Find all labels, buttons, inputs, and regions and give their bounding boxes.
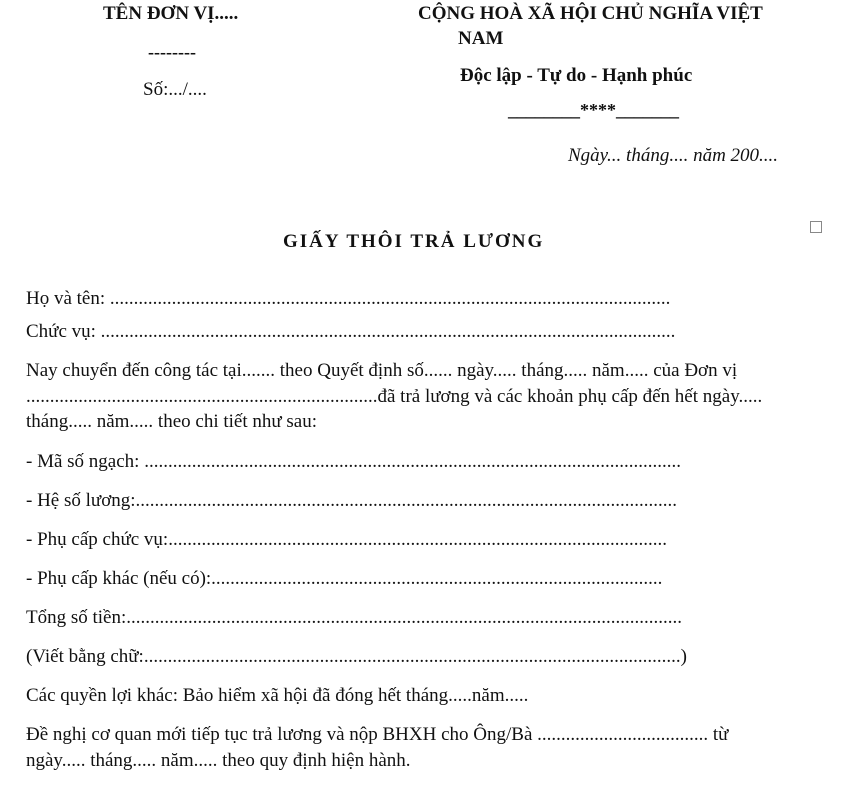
other-allowance-field: - Phụ cấp khác (nếu có):............................................................................................... — [26, 568, 663, 589]
motto-rule: ________****_______ — [508, 100, 679, 120]
transfer-line-1: Nay chuyển đến công tác tại....... theo Quyết định số...... ngày..... tháng..... năm..... của Đơn vị — [26, 360, 738, 381]
document-number: Số:.../.... — [143, 79, 207, 100]
nation-name-line2: NAM — [458, 28, 504, 49]
national-motto: Độc lập - Tự do - Hạnh phúc — [460, 65, 693, 86]
unit-name: TÊN ĐƠN VỊ..... — [103, 3, 239, 24]
request-line-1: Đề nghị cơ quan mới tiếp tục trả lương và nộp BHXH cho Ông/Bà .................................... từ — [26, 724, 729, 745]
position-field: Chức vụ: ......................................................................................................................... — [26, 321, 676, 342]
other-benefits-field: Các quyền lợi khác: Bảo hiểm xã hội đã đóng hết tháng.....năm..... — [26, 685, 529, 706]
date-line: Ngày... tháng.... năm 200.... — [568, 145, 779, 166]
transfer-line-3: tháng..... năm..... theo chi tiết như sau: — [26, 411, 318, 432]
amount-in-words-field: (Viết bằng chữ:.................................................................................................................) — [26, 646, 687, 667]
checkbox-icon — [810, 221, 822, 233]
position-allowance-field: - Phụ cấp chức vụ:......................................................................................................... — [26, 529, 667, 550]
document-title: GIẤY THÔI TRẢ LƯƠNG — [283, 231, 545, 252]
full-name-field: Họ và tên: ...................................................................................................................... — [26, 288, 671, 309]
request-line-2: ngày..... tháng..... năm..... theo quy định hiện hành. — [26, 750, 411, 771]
unit-name-rule: -------- — [148, 42, 196, 62]
nation-name-line1: CỘNG HOÀ XÃ HỘI CHỦ NGHĨA VIỆT — [418, 3, 763, 24]
salary-coefficient-field: - Hệ số lương:.................................................................................................................. — [26, 490, 678, 511]
rank-code-field: - Mã số ngạch: ................................................................................................................. — [26, 451, 681, 472]
transfer-line-2: ..........................................................................đã trả lương và các khoản phụ cấp đến hết ngày..... — [26, 386, 763, 407]
total-amount-field: Tổng số tiền:..................................................................................................................... — [26, 607, 683, 628]
